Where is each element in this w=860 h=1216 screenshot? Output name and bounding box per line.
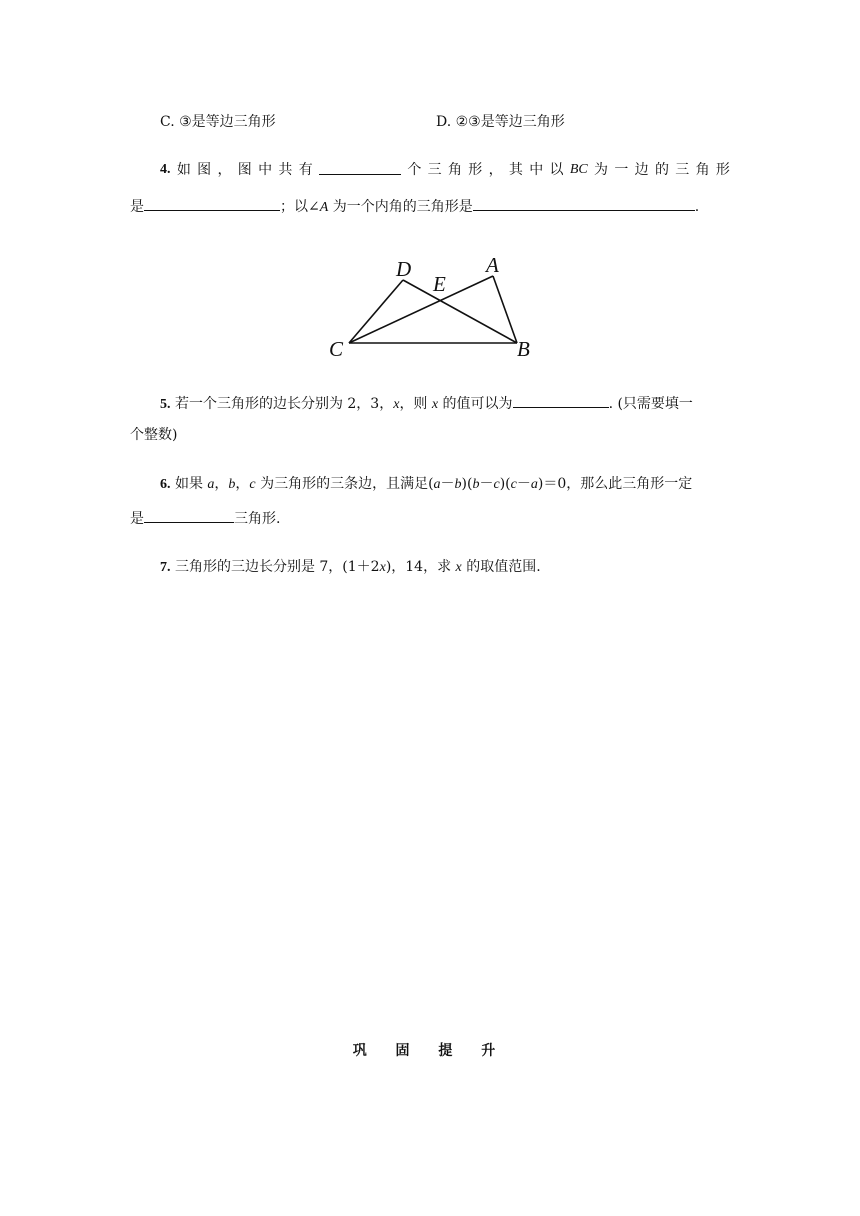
q4-char: 为 <box>594 162 609 178</box>
q6-text: － <box>479 476 494 492</box>
q6-var: c <box>510 477 517 492</box>
q4-char: ， <box>217 162 232 178</box>
q6-var: c <box>493 477 500 492</box>
answer-blank-x-value[interactable] <box>513 393 609 408</box>
q6-text: 为三角形的三条边，且满足( <box>255 476 434 492</box>
option-d: D. ②③是等边三角形 <box>436 114 565 130</box>
segment-ca <box>349 276 493 343</box>
q4-char: 共 <box>278 162 293 178</box>
q6-text: 三角形. <box>234 511 281 527</box>
answer-blank-angle-a-triangles[interactable] <box>473 196 695 211</box>
q6-text: )( <box>461 476 473 492</box>
question-7-number: 7. <box>160 560 171 575</box>
q4-char: 角 <box>447 162 462 178</box>
q6-text: ， <box>235 476 250 492</box>
q6-text: )( <box>499 476 511 492</box>
question-4-line-2 <box>130 196 699 218</box>
label-d: D <box>396 257 412 281</box>
q5-var-x: x <box>393 397 400 412</box>
question-6-number: 6. <box>160 477 171 492</box>
q4-text: ；以∠ <box>280 199 320 215</box>
q6-text: － <box>440 476 455 492</box>
q6-var: c <box>249 477 256 492</box>
segment-cd <box>349 280 403 343</box>
q4-char: 角 <box>695 162 710 178</box>
q6-text: － <box>516 476 531 492</box>
q4-char: 以 <box>549 162 564 178</box>
q4-char: ， <box>488 162 503 178</box>
question-6-line-2 <box>130 508 280 529</box>
q4-char: 图 <box>237 162 252 178</box>
q5-text: 若一个三角形的边长分别为 2，3， <box>174 396 394 412</box>
option-c: C. ③是等边三角形 <box>160 114 276 130</box>
q4-char: 有 <box>298 162 313 178</box>
q4-char: 中 <box>529 162 544 178</box>
q6-text: ， <box>214 476 229 492</box>
q4-char: 三 <box>427 162 442 178</box>
segment-db <box>403 280 517 343</box>
q5-text: . (只需要填一 <box>608 396 693 412</box>
q7-var-x: x <box>379 560 386 575</box>
q4-var-a: A <box>319 200 329 215</box>
q4-char: 一 <box>614 162 629 178</box>
question-7 <box>160 557 541 578</box>
answer-blank-triangle-type[interactable] <box>144 508 234 523</box>
q4-char: 的 <box>654 162 669 178</box>
question-5-number: 5. <box>160 397 171 412</box>
q4-var-bc: BC <box>569 162 588 177</box>
q5-var-x: x <box>431 397 439 412</box>
q4-char: 个 <box>407 162 422 178</box>
label-c: C <box>329 337 344 361</box>
q4-char: 三 <box>675 162 690 178</box>
q6-var: a <box>530 477 538 492</box>
q4-char: 形 <box>468 162 483 178</box>
q4-char: 其 <box>508 162 523 178</box>
answer-blank-triangle-count[interactable] <box>319 160 401 175</box>
q4-char: 形 <box>715 162 730 178</box>
q5-text: 的值可以为 <box>438 396 513 412</box>
answer-blank-bc-triangles[interactable] <box>144 196 280 211</box>
question-4-line-1 <box>160 160 730 180</box>
q6-var: a <box>207 477 215 492</box>
q6-text: 是 <box>130 511 144 527</box>
q6-var: b <box>228 477 236 492</box>
q4-text: . <box>694 199 700 215</box>
question-5-line-1 <box>160 393 693 415</box>
q7-text: )，14，求 <box>385 559 456 575</box>
question-5-line-2: 个整数) <box>130 427 178 443</box>
label-a: A <box>486 253 499 277</box>
q4-text: 是 <box>130 199 144 215</box>
q4-char: 图 <box>197 162 212 178</box>
label-e: E <box>433 272 446 296</box>
q7-text: 三角形的三边长分别是 7，(1＋2 <box>174 559 380 575</box>
q6-var: b <box>472 477 480 492</box>
q4-text: 为一个内角的三角形是 <box>328 199 473 215</box>
q6-text: 如果 <box>174 476 208 492</box>
q4-char: 边 <box>634 162 649 178</box>
triangle-figure <box>320 250 550 365</box>
q7-text: 的取值范围. <box>461 559 541 575</box>
q7-var-x: x <box>455 560 462 575</box>
label-b: B <box>517 337 530 361</box>
question-4-number: 4. <box>160 162 171 177</box>
q4-char: 如 <box>176 162 191 178</box>
question-6-line-1 <box>160 474 692 495</box>
q4-char: 中 <box>258 162 273 178</box>
q6-var: b <box>454 477 462 492</box>
q5-text: ，则 <box>399 396 432 412</box>
q6-text: )＝0，那么此三角形一定 <box>537 476 693 492</box>
segment-ab <box>493 276 517 343</box>
section-title: 巩 固 提 升 <box>352 1043 508 1059</box>
q6-var: a <box>433 477 441 492</box>
